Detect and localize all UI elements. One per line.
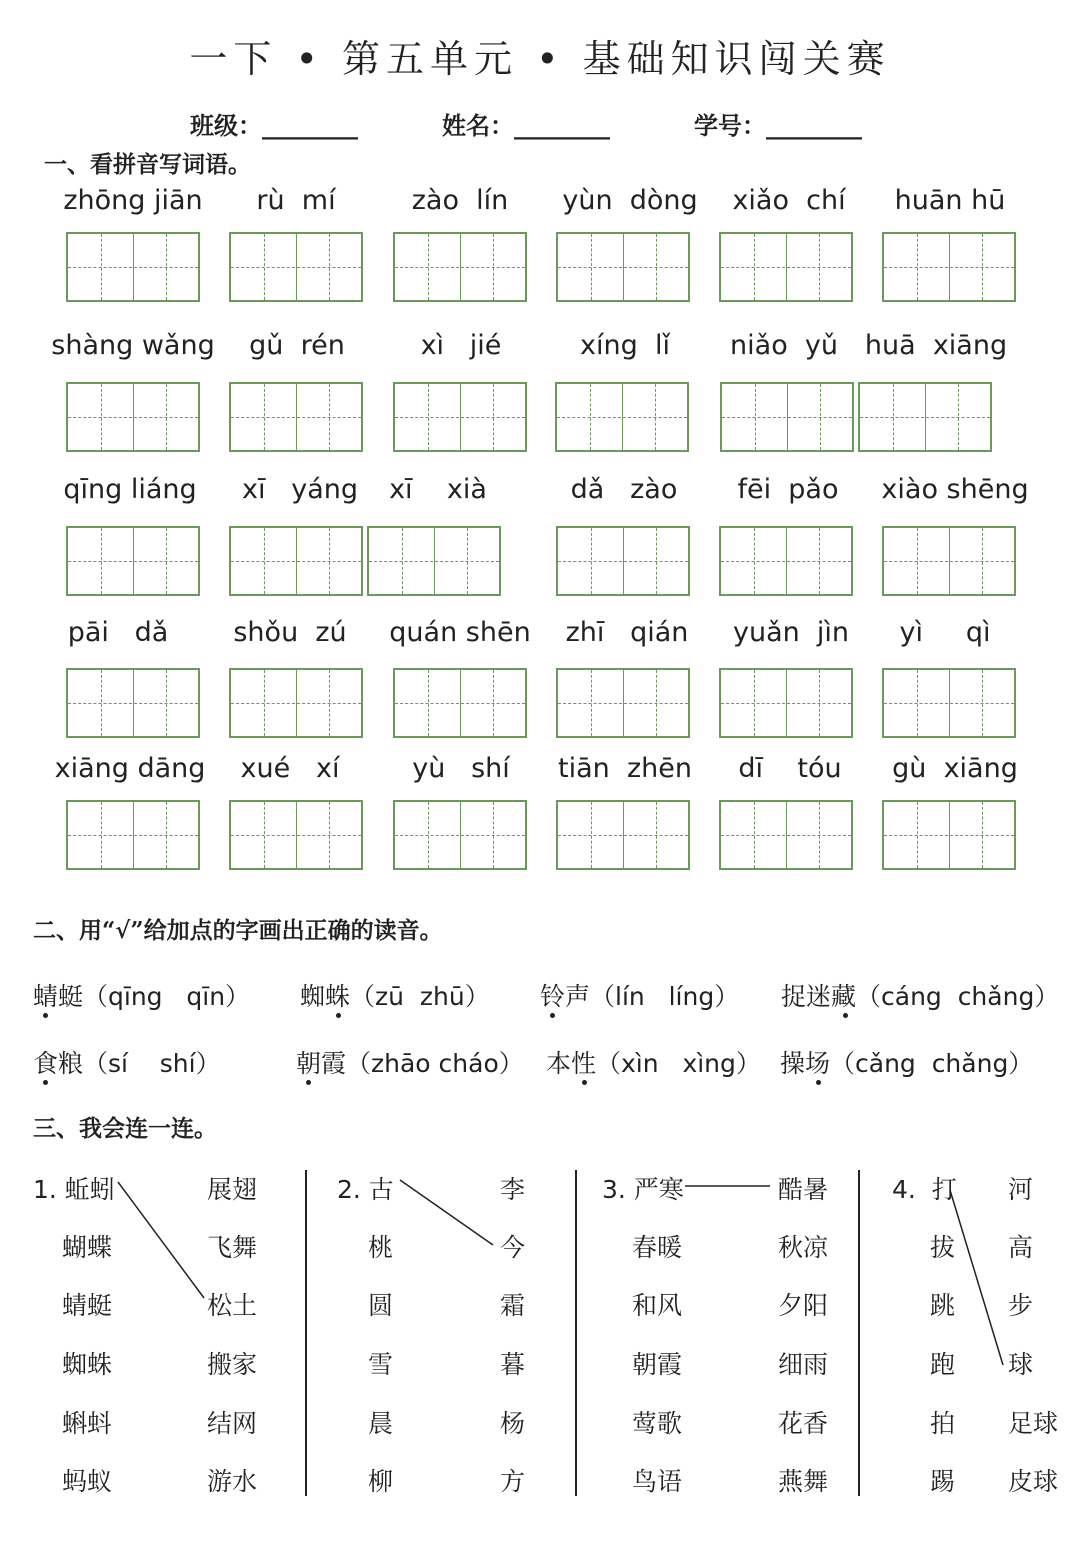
match-left-item[interactable]: 蜻蜓 <box>62 1291 113 1320</box>
pinyin-label: shǒu zú <box>233 617 347 648</box>
match-left-item[interactable]: 1. 蚯蚓 <box>33 1175 115 1204</box>
pinyin-label: yù shí <box>412 753 510 784</box>
match-right-item[interactable]: 高 <box>1008 1233 1034 1262</box>
pinyin-label: pāi dǎ <box>67 617 169 648</box>
section1-heading: 一、看拼音写词语。 <box>44 151 251 178</box>
match-line <box>400 1180 493 1245</box>
pinyin-label: xì jié <box>420 330 502 361</box>
match-right-item[interactable]: 展翅 <box>207 1175 258 1204</box>
match-left-item[interactable]: 莺歌 <box>632 1409 683 1438</box>
word: 铃声 <box>540 982 591 1011</box>
pinyin-label: yì qì <box>899 617 991 648</box>
match-right-item[interactable]: 球 <box>1008 1350 1034 1379</box>
pinyin-label: dǎ zào <box>570 474 678 505</box>
pinyin-label: rù mí <box>256 185 336 216</box>
match-left-item[interactable]: 晨 <box>368 1409 394 1438</box>
pinyin-label: shàng wǎng <box>51 330 215 361</box>
pinyin-label: xíng lǐ <box>580 330 670 361</box>
pinyin-label: dī tóu <box>738 753 842 784</box>
match-right-item[interactable]: 暮 <box>500 1350 526 1379</box>
match-right-item[interactable]: 李 <box>500 1175 526 1204</box>
match-left-item[interactable]: 蚂蚁 <box>62 1467 113 1496</box>
pinyin-label: xué xí <box>240 753 340 784</box>
pinyin-label: huān hū <box>894 185 1006 216</box>
match-left-item[interactable]: 跑 <box>930 1350 956 1379</box>
match-left-item[interactable]: 朝霞 <box>632 1350 683 1379</box>
match-line <box>118 1182 204 1298</box>
pinyin-options[interactable]: （qīng qīn） <box>83 982 251 1011</box>
section3-heading: 三、我会连一连。 <box>33 1115 217 1142</box>
match-right-item[interactable]: 游水 <box>207 1467 258 1496</box>
match-left-item[interactable]: 跳 <box>930 1291 956 1320</box>
pinyin-label: niǎo yǔ <box>730 330 838 361</box>
pinyin-label: xī yáng <box>241 474 359 505</box>
word: 蜘蛛 <box>300 982 351 1011</box>
class-field[interactable]: 班级：________ <box>190 111 358 140</box>
pinyin-options[interactable]: （lín líng） <box>590 982 740 1011</box>
pinyin-label: qīng liáng <box>63 474 197 505</box>
pinyin-label: yùn dòng <box>562 185 698 216</box>
match-right-item[interactable]: 燕舞 <box>778 1467 829 1496</box>
match-left-item[interactable]: 蝌蚪 <box>62 1409 113 1438</box>
match-right-item[interactable]: 皮球 <box>1008 1467 1059 1496</box>
pinyin-label: xiāng dāng <box>54 753 206 784</box>
match-left-item[interactable]: 蝴蝶 <box>62 1233 113 1262</box>
match-left-item[interactable]: 蜘蛛 <box>62 1350 113 1379</box>
pinyin-label: yuǎn jìn <box>732 617 850 648</box>
match-right-item[interactable]: 方 <box>500 1467 526 1496</box>
pinyin-label: gǔ rén <box>249 330 345 361</box>
pinyin-options[interactable]: （zhāo cháo） <box>346 1049 524 1078</box>
pinyin-label: fēi pǎo <box>737 474 839 505</box>
pinyin-label: quán shēn <box>389 617 531 648</box>
match-right-item[interactable]: 松土 <box>207 1291 258 1320</box>
word: 本性 <box>546 1049 597 1078</box>
match-right-item[interactable]: 花香 <box>778 1409 829 1438</box>
pinyin-options[interactable]: （sí shí） <box>83 1049 221 1078</box>
match-left-item[interactable]: 圆 <box>368 1291 394 1320</box>
match-right-item[interactable]: 结网 <box>207 1409 258 1438</box>
match-right-item[interactable]: 秋凉 <box>778 1233 829 1262</box>
name-field[interactable]: 姓名：________ <box>442 111 610 140</box>
match-left-item[interactable]: 2. 古 <box>337 1175 394 1204</box>
match-line <box>950 1190 1003 1365</box>
word: 蜻蜓 <box>33 982 84 1011</box>
match-left-item[interactable]: 3. 严寒 <box>602 1175 684 1204</box>
pinyin-label: huā xiāng <box>864 330 1008 361</box>
match-right-item[interactable]: 霜 <box>500 1291 526 1320</box>
match-right-item[interactable]: 酷暑 <box>778 1175 829 1204</box>
match-right-item[interactable]: 足球 <box>1008 1409 1059 1438</box>
word: 食粮 <box>33 1049 84 1078</box>
match-right-item[interactable]: 夕阳 <box>778 1291 829 1320</box>
pinyin-label: xiǎo chí <box>732 185 846 216</box>
match-left-item[interactable]: 踢 <box>930 1467 956 1496</box>
word: 朝霞 <box>296 1049 347 1078</box>
pinyin-label: zhōng jiān <box>63 185 203 216</box>
page-title: 一下 • 第五单元 • 基础知识闯关赛 <box>189 37 891 81</box>
match-left-item[interactable]: 4. 打 <box>892 1175 957 1204</box>
match-left-item[interactable]: 拔 <box>930 1233 956 1262</box>
word: 操场 <box>780 1049 831 1078</box>
pinyin-label: zhī qián <box>565 617 689 648</box>
match-left-item[interactable]: 柳 <box>368 1467 394 1496</box>
match-right-item[interactable]: 杨 <box>500 1409 526 1438</box>
pinyin-options[interactable]: （zū zhū） <box>350 982 490 1011</box>
match-left-item[interactable]: 桃 <box>368 1233 394 1262</box>
pinyin-label: tiān zhēn <box>558 753 692 784</box>
match-right-item[interactable]: 河 <box>1008 1175 1034 1204</box>
pinyin-label: xiào shēng <box>881 474 1029 505</box>
match-left-item[interactable]: 拍 <box>930 1409 956 1438</box>
match-right-item[interactable]: 步 <box>1008 1291 1034 1320</box>
pinyin-label: gù xiāng <box>892 753 1018 784</box>
word: 捉迷藏 <box>781 982 857 1011</box>
match-right-item[interactable]: 细雨 <box>778 1350 829 1379</box>
match-left-item[interactable]: 鸟语 <box>632 1467 683 1496</box>
pinyin-label: xī xià <box>389 474 487 505</box>
match-left-item[interactable]: 春暖 <box>632 1233 683 1262</box>
pinyin-options[interactable]: （cáng chǎng） <box>856 982 1060 1011</box>
match-left-item[interactable]: 雪 <box>368 1350 394 1379</box>
pinyin-options[interactable]: （cǎng chǎng） <box>830 1049 1034 1078</box>
match-right-item[interactable]: 今 <box>500 1233 526 1262</box>
match-right-item[interactable]: 飞舞 <box>207 1233 258 1262</box>
match-left-item[interactable]: 和风 <box>632 1291 683 1320</box>
student-number-field[interactable]: 学号：________ <box>694 111 862 140</box>
section2-heading: 二、用“√”给加点的字画出正确的读音。 <box>33 917 443 944</box>
pinyin-options[interactable]: （xìn xìng） <box>596 1049 761 1078</box>
match-right-item[interactable]: 搬家 <box>207 1350 258 1379</box>
pinyin-label: zào lín <box>411 185 509 216</box>
